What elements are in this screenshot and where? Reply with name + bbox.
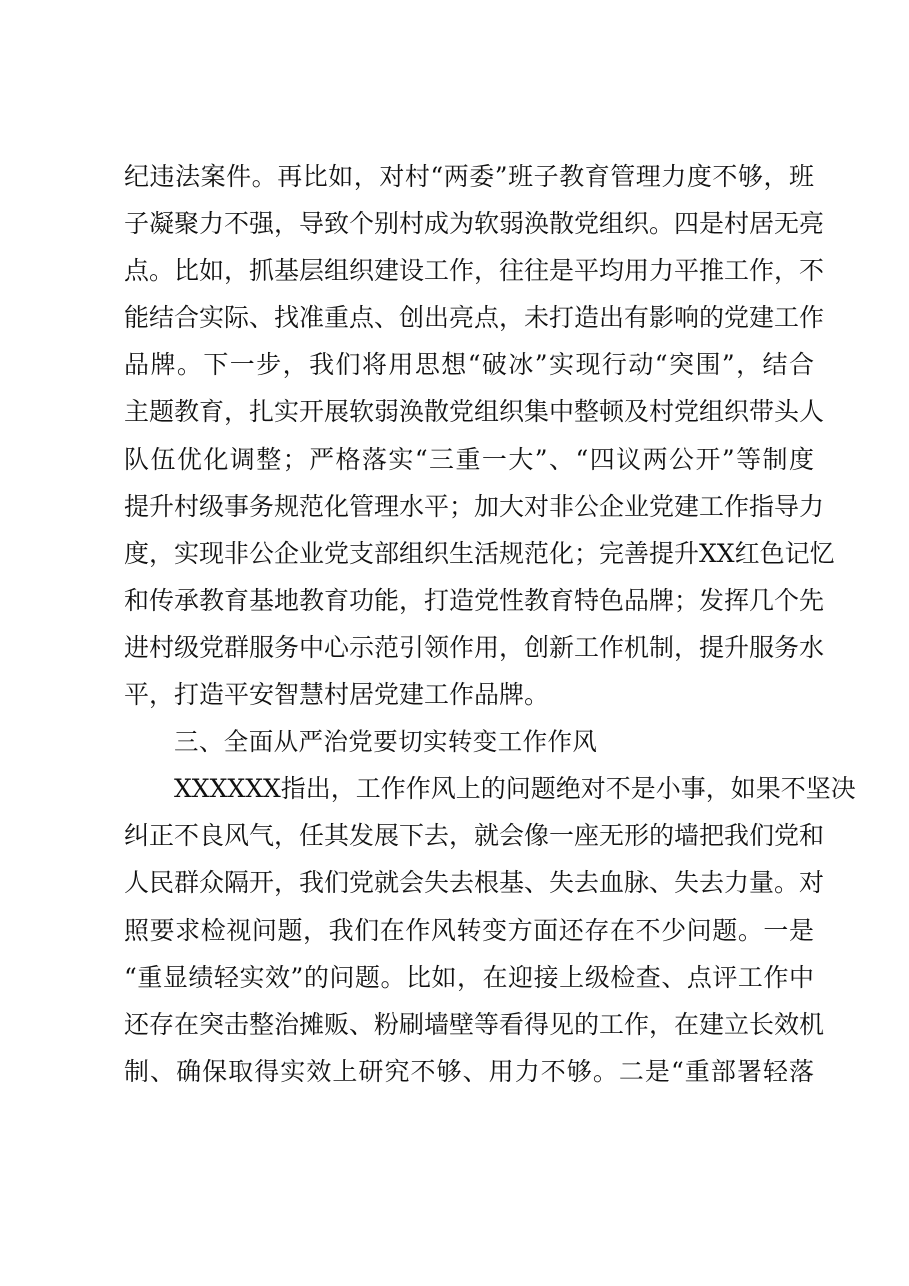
text-line: 纠正不良风气，任其发展下去，就会像一座无形的墙把我们党和 <box>124 821 825 851</box>
text-line: 能结合实际、找准重点、创出亮点，未打造出有影响的党建工作 <box>124 303 825 333</box>
text-line: 品牌。下一步，我们将用思想“破冰”实现行动“突围”，结合 <box>124 350 814 380</box>
text-line: “重显绩轻实效”的问题。比如，在迎接上级检查、点评工作中 <box>124 962 814 992</box>
paragraph-2 <box>124 765 856 1095</box>
document-body <box>124 153 856 1095</box>
text-line: 还存在突击整治摊贩、粉刷墙壁等看得见的工作，在建立长效机 <box>124 1009 825 1039</box>
text-line: 主题教育，扎实开展软弱涣散党组织集中整顿及村党组织带头人 <box>124 397 825 427</box>
text-line: 度，实现非公企业党支部组织生活规范化；完善提升XX红色记忆 <box>124 538 835 568</box>
text-line: 照要求检视问题，我们在作风转变方面还存在不少问题。一是 <box>124 915 814 945</box>
text-line: 子凝聚力不强，导致个别村成为软弱涣散党组织。四是村居无亮 <box>124 209 825 239</box>
text-line: XXXXXX指出，工作作风上的问题绝对不是小事，如果不坚决 <box>174 774 856 804</box>
text-line: 平，打造平安智慧村居党建工作品牌。 <box>124 680 550 710</box>
text-line: 人民群众隔开，我们党就会失去根基、失去血脉、失去力量。对 <box>124 868 825 898</box>
text-line: 和传承教育基地教育功能，打造党性教育特色品牌；发挥几个先 <box>124 585 825 615</box>
text-line: 提升村级事务规范化管理水平；加大对非公企业党建工作指导力 <box>124 491 825 521</box>
text-line: 纪违法案件。再比如，对村“两委”班子教育管理力度不够，班 <box>124 162 814 191</box>
text-line: 队伍优化调整；严格落实“三重一大”、“四议两公开”等制度 <box>124 444 814 474</box>
section-heading: 三、全面从严治党要切实转变工作作风 <box>174 727 598 757</box>
text-line: 点。比如，抓基层组织建设工作，往往是平均用力平推工作，不 <box>124 256 825 286</box>
paragraph-1 <box>124 153 835 718</box>
text-line: 进村级党群服务中心示范引领作用，创新工作机制，提升服务水 <box>124 632 825 662</box>
text-line: 制、确保取得实效上研究不够、用力不够。二是“重部署轻落 <box>124 1056 814 1086</box>
